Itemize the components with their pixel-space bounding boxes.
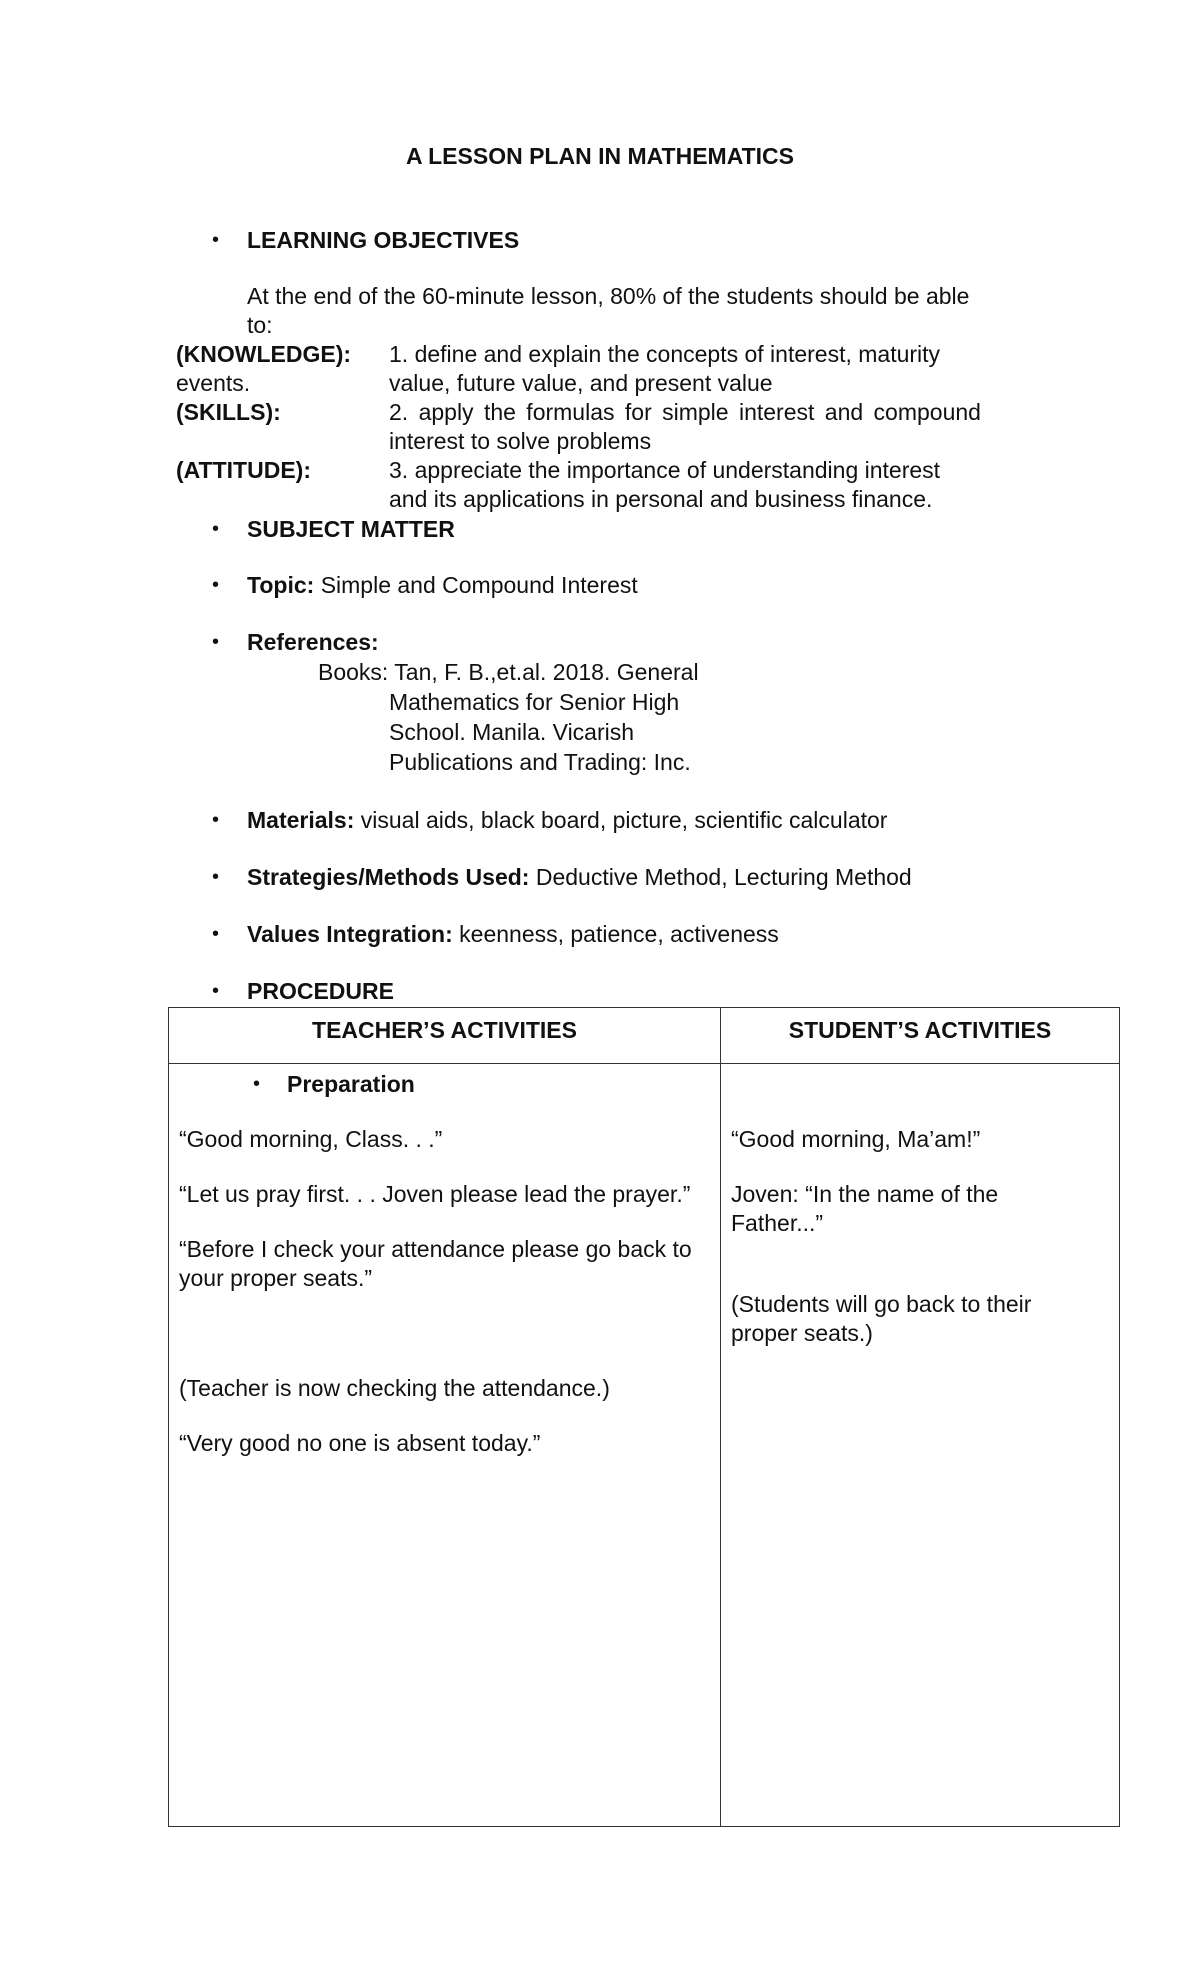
materials-line (247, 806, 887, 835)
topic-value: Simple and Compound Interest (320, 572, 638, 598)
teacher-line: “Let us pray first. . . Joven please lead the prayer.” (179, 1181, 691, 1207)
values-label: Values Integration: (247, 921, 453, 947)
bullet-icon: • (212, 574, 220, 596)
objectives-intro: At the end of the 60-minute lesson, 80% of the students should be able (247, 283, 970, 309)
objective-knowledge-text: 1. define and explain the concepts of interest, maturity (389, 341, 941, 367)
reference-line: Books: Tan, F. B.,et.al. 2018. General (318, 659, 699, 685)
objective-attitude-text: 3. appreciate the importance of understanding interest (389, 457, 941, 483)
objective-label-skills: (SKILLS): (176, 399, 281, 425)
bullet-icon: • (212, 923, 220, 945)
strategies-label: Strategies/Methods Used: (247, 864, 530, 890)
objectives-heading: LEARNING OBJECTIVES (247, 227, 520, 253)
bullet-icon: • (212, 980, 220, 1002)
bullet-icon: • (212, 809, 220, 831)
procedure-heading: PROCEDURE (247, 978, 394, 1004)
objective-label-knowledge: (KNOWLEDGE): (176, 341, 352, 367)
student-line: (Students will go back to their proper seats.) (731, 1291, 1032, 1346)
objective-skills-text: 2. apply the formulas for simple interest and compound (389, 399, 981, 425)
page-title: A LESSON PLAN IN MATHEMATICS (405, 143, 794, 169)
topic-label: Topic: (247, 572, 315, 598)
teacher-activities-cell (169, 1064, 721, 1827)
reference-line: Mathematics for Senior High (389, 689, 680, 715)
teacher-line: “Good morning, Class. . .” (179, 1126, 443, 1152)
teacher-line: “Before I check your attendance please go back to your proper seats.” (179, 1236, 692, 1291)
bullet-icon: • (253, 1073, 261, 1095)
objective-knowledge-text-cont: value, future value, and present value (389, 370, 773, 396)
student-line: Joven: “In the name of the Father...” (731, 1181, 999, 1236)
teacher-line: “Very good no one is absent today.” (179, 1430, 541, 1456)
bullet-icon: • (212, 631, 220, 653)
col-header-student: STUDENT’S ACTIVITIES (721, 1008, 1120, 1064)
col-header-teacher: TEACHER’S ACTIVITIES (169, 1008, 721, 1064)
values-value: keenness, patience, activeness (459, 921, 779, 947)
table-row (169, 1064, 1120, 1827)
objective-label-attitude: (ATTITUDE): (176, 457, 311, 483)
bullet-icon: • (212, 866, 220, 888)
table-header-row (169, 1008, 1120, 1064)
subject-matter-heading: SUBJECT MATTER (247, 516, 455, 542)
reference-line: School. Manila. Vicarish (389, 719, 635, 745)
values-line (247, 920, 779, 949)
materials-value: visual aids, black board, picture, scientific calculator (360, 807, 888, 833)
bullet-icon: • (212, 229, 220, 251)
materials-label: Materials: (247, 807, 355, 833)
objective-attitude-text-cont: and its applications in personal and business finance. (389, 486, 933, 512)
reference-line: Publications and Trading: Inc. (389, 749, 691, 775)
objective-label-knowledge-cont: events. (176, 370, 251, 396)
strategies-line (247, 863, 912, 892)
preparation-subheading: Preparation (287, 1071, 415, 1097)
references-label: References: (247, 629, 379, 655)
bullet-icon: • (212, 518, 220, 540)
student-activities-cell (721, 1064, 1120, 1827)
objective-skills-text-cont: interest to solve problems (389, 428, 652, 454)
topic-line (247, 571, 638, 600)
student-line: “Good morning, Ma’am!” (731, 1126, 981, 1152)
procedure-table (168, 1007, 1120, 1827)
strategies-value: Deductive Method, Lecturing Method (535, 864, 912, 890)
teacher-line: (Teacher is now checking the attendance.) (179, 1375, 610, 1401)
objectives-intro-cont: to: (247, 312, 273, 338)
